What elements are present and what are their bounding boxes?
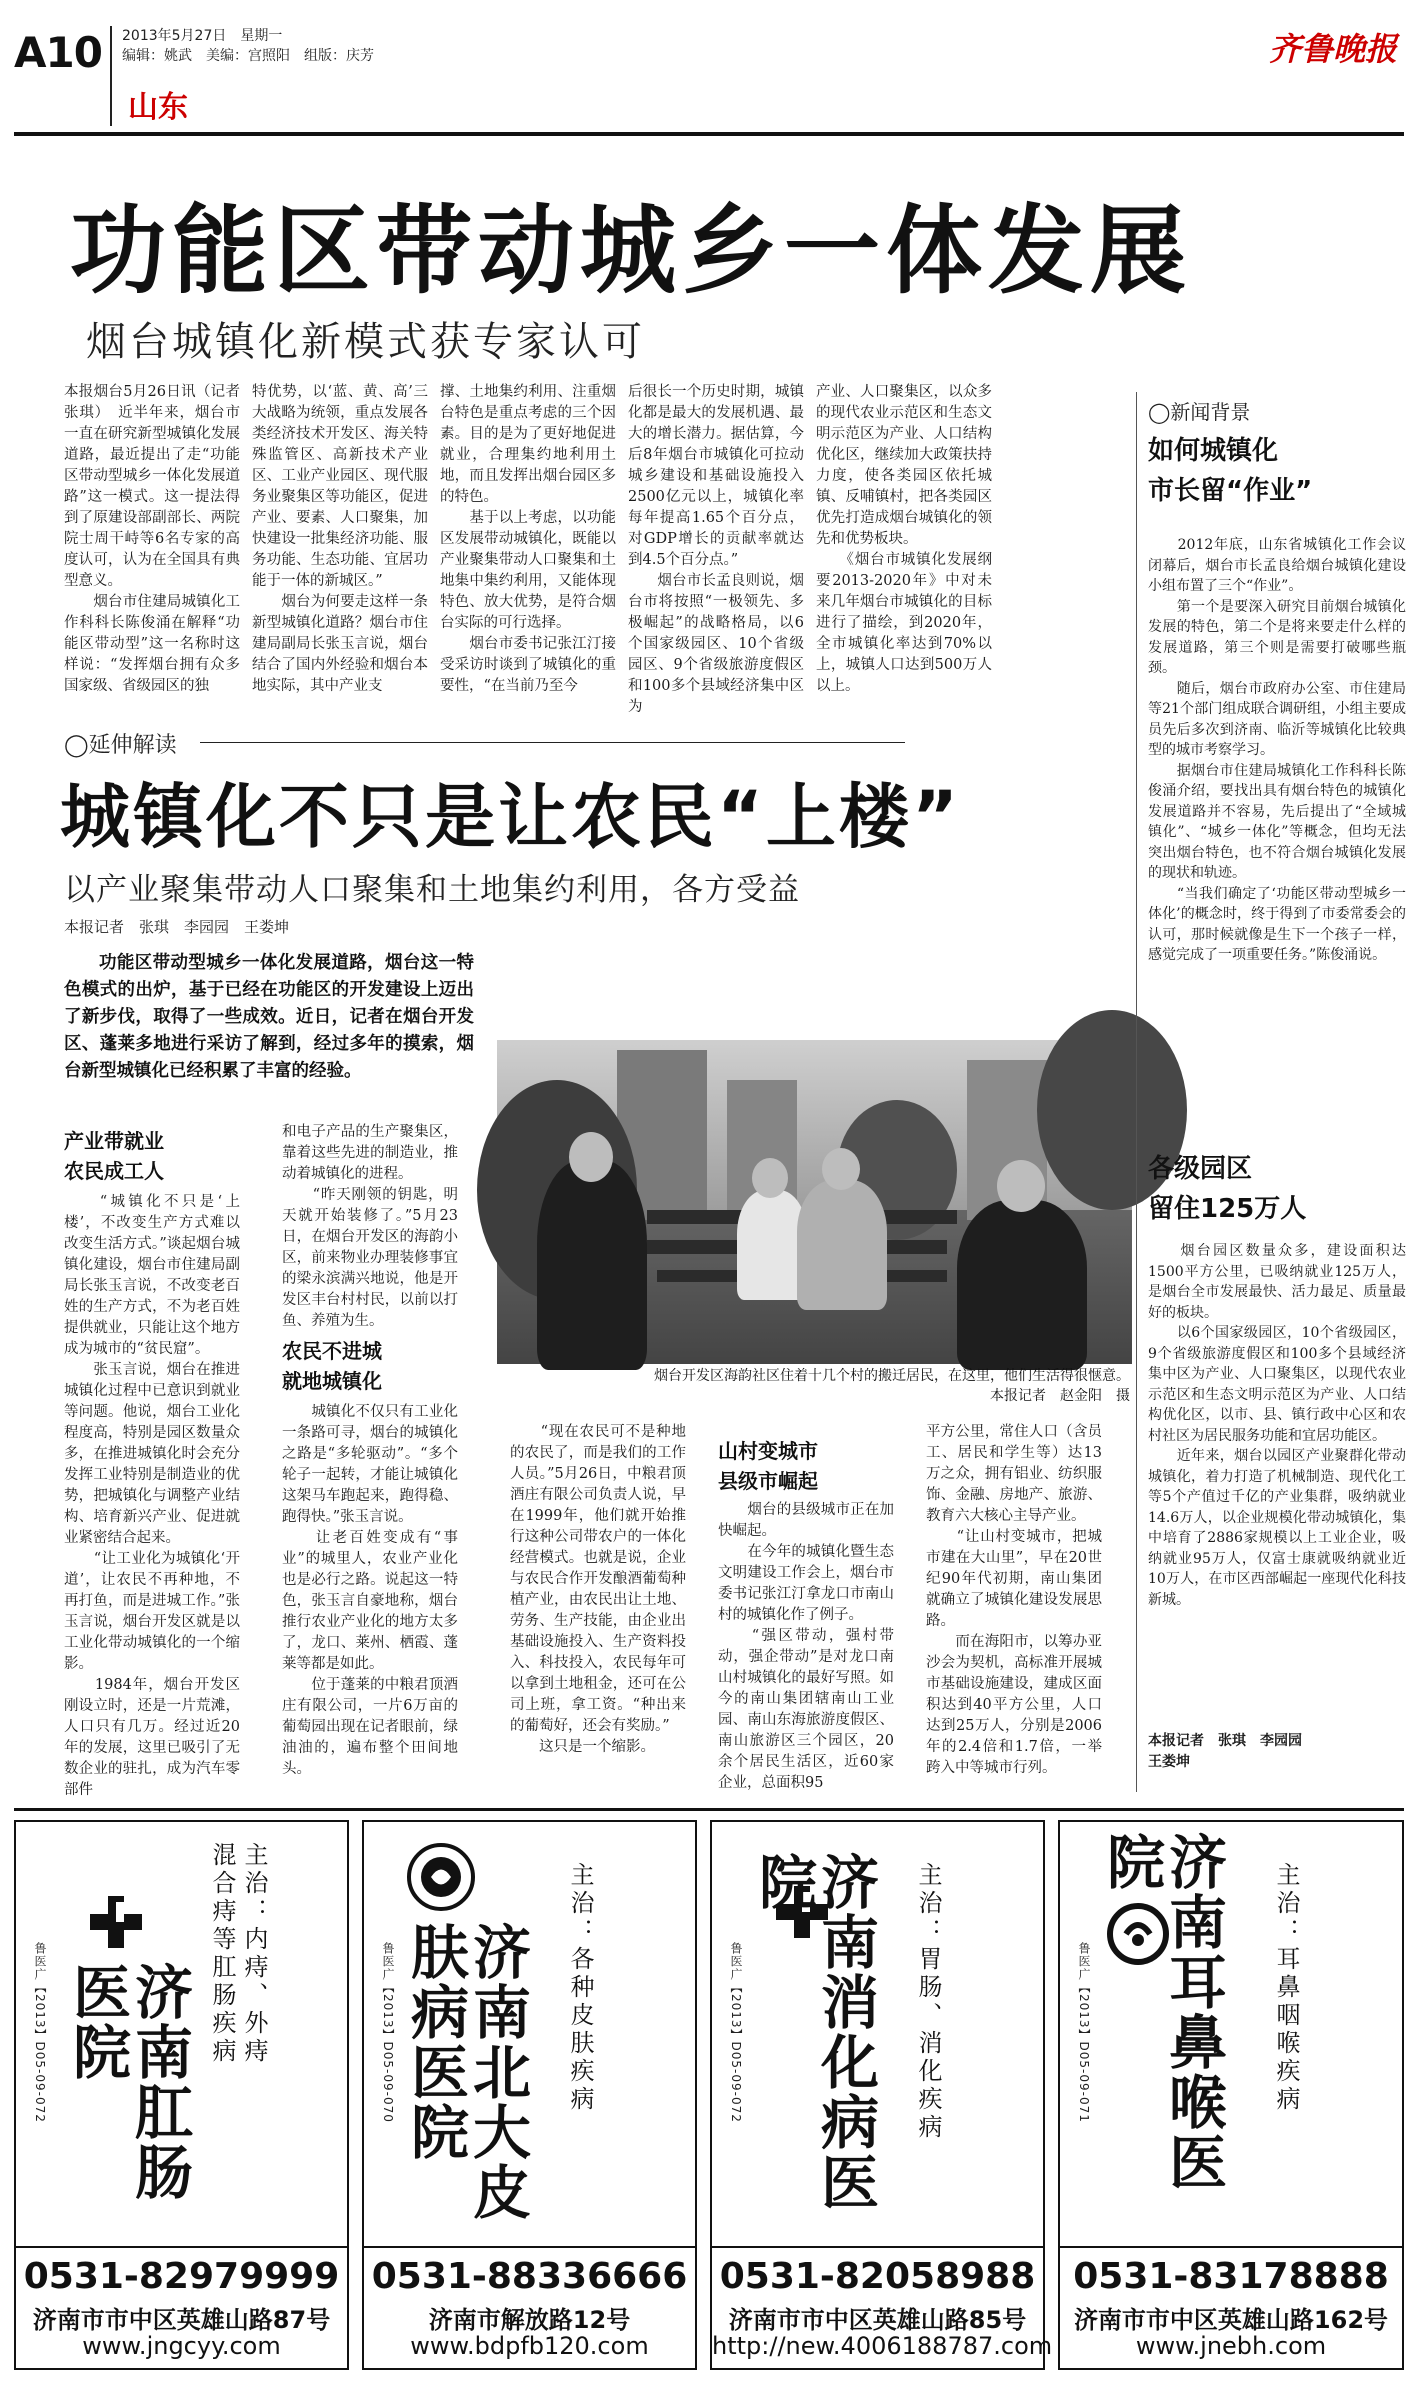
ad-url[interactable]: www.jngcyy.com (82, 2332, 281, 2360)
extension-label: ◯延伸解读 (64, 733, 177, 758)
section3-text: 烟台的县级城市正在加快崛起。 在今年的城镇化暨生态文明建设工作会上，烟台市委书记张江汀拿龙口市南山村的城镇化作了例子。 “强区带动，强村带动，强企带动”是对龙口南山村城镇化的最好写照。如今的南山集团辖南山工业园、南山东海旅游度假区、南山旅游区三个园区，20余个居民生活区，近60家企业，总面积95 (718, 1502, 894, 1791)
photo-person-head (822, 1148, 860, 1190)
main-col-2: 特优势，以‘蓝、黄、高’三大战略为统领，重点发展各类经济技术开发区、海关特殊监管区、高新技术产业区、工业产业园区、现代服务业聚集区等功能区，促进产业、要素、人口聚集，加快建设一批集经济功能、服务功能、生态功能、宜居功能于一体的新城区。” 烟台为何要走这样一条新型城镇化道路？烟台市住建局副局长张玉言说，烟台结合了国内外经验和烟台本地实际，其中产业支 (252, 384, 428, 694)
main-col-3: 撑、土地集约利用、注重烟台特色是重点考虑的三个因素。目的是为了更好地促进就业，合理集约地利用土地，而且发挥出烟台园区多的特色。 基于以上考虑，以功能区发展带动城镇化，既能以产业聚集带动人口聚集和土地集中集约利用，又能体现特色、放大优势，是符合烟台实际的可行选择。 烟台市委书记张江汀接受采访时谈到了城镇化的重要性，“在当前乃至今 (440, 384, 616, 694)
header-divider (110, 26, 112, 126)
sidebar (1148, 396, 1406, 1794)
photo-credit: 本报记者 赵金阳 摄 (990, 1388, 1130, 1404)
photo-person (537, 1160, 647, 1370)
date-line: 2013年5月27日 星期一 (122, 28, 283, 44)
header-info (122, 26, 374, 66)
ads-rule (14, 1808, 1404, 1811)
ad-treatment: 主治：耳鼻咽喉疾病 (1272, 1862, 1300, 2114)
sidebar-byline: 本报记者 张琪 李园园 王娄坤 (1148, 1733, 1302, 1770)
ad-digestive-hospital[interactable] (710, 1820, 1053, 2370)
ad-url[interactable]: www.jnebh.com (1135, 2332, 1327, 2360)
ad-url[interactable]: http://new.4006188787.com (712, 2332, 1053, 2360)
section2-title-1: 农民不进城 (282, 1339, 382, 1363)
newspaper-logo: 齐鲁晚报 (1268, 30, 1397, 68)
extension-subheadline: 以产业聚集带动人口聚集和土地集约利用，各方受益 (64, 872, 800, 908)
extension-lead: 功能区带动型城乡一体化发展道路，烟台这一特色模式的出炉，基于已经在功能区的开发建设上迈出了新步伐，取得了一些成效。近日，记者在烟台开发区、蓬莱多地进行采访了解到，经过多年的摸索，烟台新型城镇化已经积累了丰富的经验。 (64, 953, 474, 1081)
main-subheadline: 烟台城镇化新模式获专家认可 (86, 319, 645, 365)
sidebar-title-2: 市长留“作业” (1148, 476, 1313, 506)
section1-text: “城镇化不只是‘上楼’，不改变生产方式难以改变生活方式。”谈起烟台城镇化建设，烟台市住建局副局长张玉言说，不改变老百姓的生产方式，不为老百姓提供就业，只能让这个地方成为城市的“贫民窟”。 张玉言说，烟台在推进城镇化过程中已意识到就业等问题。他说，烟台工业化程度高，特别是园区数量众多，在推进城镇化时会充分发挥工业特别是制造业的优势，把城镇化与调整产业结构、培育新兴产业、促进就业紧密结合起来。 “让工业化为城镇化‘开道’，让农民不再种地，不再打鱼，而是进城工作。”张玉言说，烟台开发区就是以工业化带动城镇化的一个缩影。 1984年，烟台开发区刚设立时，还是一片荒滩，人口只有几万。经过近20年的发展，这里已吸引了无数企业的驻扎，成为汽车零部件 (64, 1194, 240, 1798)
ad-url[interactable]: www.bdpfb120.com (410, 2332, 649, 2360)
ext-col-5-text: 平方公里，常住人口（含员工、居民和学生等）达13万之众，拥有铝业、纺织服饰、金融、房地产、旅游、教育六大核心主导产业。 “让山村变城市，把城市建在大山里”，早在20世纪90年代初期，南山集团就确立了城镇化建设发展思路。 而在海阳市，以筹办亚沙会为契机，高标准开展城市基础设施建设，建成区面积达到40平方公里，人口达到25万人，分别是2006年的2.4倍和1.7倍，一举跨入中等城市行列。 (926, 1424, 1102, 1776)
ad-address: 济南市市中区英雄山路87号 (32, 2306, 331, 2334)
ad-treatment: 主治：各种皮肤疾病 (566, 1862, 594, 2114)
ad-hospital-name: 济南消化病医院 (749, 1852, 879, 2212)
ad-cert: 鲁医广【2013】D05-09-070 (381, 1942, 395, 2123)
photo-person (797, 1180, 887, 1310)
photo-caption: 烟台开发区海韵社区住着十几个村的搬迁居民，在这里，他们生活得很惬意。 (654, 1368, 1130, 1384)
sidebar-label: ◯新闻背景 (1148, 400, 1251, 424)
ad-anal-hospital[interactable] (14, 1820, 349, 2370)
section2-title-2: 就地城镇化 (282, 1369, 382, 1393)
section3-title-1: 山村变城市 (718, 1439, 818, 1463)
hospital-seal-icon (406, 1842, 476, 1912)
ad-ent-hospital[interactable] (1058, 1820, 1404, 2370)
ad-hospital-name: 济南北大皮肤病医院 (401, 1922, 531, 2222)
section2-header (282, 1336, 458, 1396)
ad-address: 济南市市中区英雄山路162号 (1073, 2306, 1389, 2334)
ad-skin-hospital[interactable] (362, 1820, 697, 2370)
ad-divider (364, 2246, 695, 2248)
ext-col-2-text: 和电子产品的生产聚集区，靠着这些先进的制造业，推动着城镇化的进程。 “昨天刚领的钥匙，明天就开始装修了。”5月23日，在烟台开发区的海韵小区，前来物业办理装修事宜的梁永滨满兴地说，他是开发区丰台村村民，以前以打鱼、养殖为生。 (282, 1124, 458, 1329)
ad-cert: 鲁医广【2013】D05-09-071 (1077, 1942, 1091, 2123)
sidebar-title-4: 留住125万人 (1148, 1194, 1307, 1224)
extension-rule (200, 742, 905, 743)
ad-phone[interactable]: 0531-82979999 (23, 2256, 340, 2297)
page-number: A10 (14, 28, 102, 77)
header-rule (14, 132, 1404, 136)
ad-phone[interactable]: 0531-82058988 (719, 2256, 1036, 2297)
section1-title-2: 农民成工人 (64, 1159, 164, 1183)
ad-hospital-name: 济南耳鼻喉医院 (1097, 1832, 1227, 2192)
extension-byline: 本报记者 张琪 李园园 王娄坤 (64, 918, 290, 936)
ad-hospital-name: 济南肛肠医院 (63, 1962, 193, 2202)
photo-person-head (752, 1158, 788, 1198)
ad-cert: 鲁医广【2013】D05-09-072 (729, 1942, 743, 2123)
photo-person-head (997, 1160, 1045, 1212)
sidebar-text-1: 2012年底，山东省城镇化工作会议闭幕后，烟台市长孟良给烟台城镇化建设小组布置了三个“作业”。 第一个是要深入研究目前烟台城镇化发展的特色，第二个是将来要走什么样的发展道路，第三个则是需要打破哪些瓶颈。 随后，烟台市政府办公室、市住建局等21个部门组成联合调研组，小组主要成员先后多次到济南、临沂等城镇化比较典型的城市考察学习。 据烟台市住建局城镇化工作科科长陈俊涌介绍，要找出具有烟台特色的城镇化发展道路并不容易，先后提出了“全域城镇化”、“城乡一体化”等概念，但均无法突出烟台特色，也不符合烟台城镇化发展的现状和轨迹。 “当我们确定了‘功能区带动型城乡一体化’的概念时，终于得到了市委常委会的认可，那时候就像是生下一个孩子一样，感觉完成了一项重要任务。”陈俊涌说。 (1148, 537, 1406, 963)
section3-title-2: 县级市崛起 (718, 1469, 818, 1493)
main-headline: 功能区带动城乡一体发展 (70, 195, 1192, 307)
section2-text: 城镇化不仅只有工业化一条路可寻，烟台的城镇化之路是“多轮驱动”。“多个轮子一起转，才能让城镇化这架马车跑起来，跑得稳、跑得快。”张玉言说。 让老百姓变成有“事业”的城里人，农业产业化也是必行之路。说起这一特色，张玉言自豪地称，烟台推行农业产业化的地方太多了，龙口、莱州、栖霞、蓬莱等都是如此。 位于蓬莱的中粮君顶酒庄有限公司，一片6万亩的葡萄园出现在记者眼前，绿油油的，遍布整个田间地头。 (282, 1404, 458, 1777)
photo-person-head (569, 1132, 613, 1182)
section1-title-1: 产业带就业 (64, 1129, 164, 1153)
sidebar-label-text: 新闻背景 (1170, 400, 1251, 424)
ext-col-3-text: “现在农民可不是种地的农民了，而是我们的工作人员。”5月26日，中粮君顶酒庄有限公司负责人说，早在1999年，他们就开始推行这种公司带农户的一体化经营模式。也就是说，企业与农民合作开发酿酒葡萄种植产业，由农民出让土地、劳务、生产技能，由企业出基础设施投入、生产资料投入、科技投入，农民每年可以拿到土地租金，还可在公司上班，拿工资。“种出来的葡萄好，还会有奖励。” 这只是一个缩影。 (510, 1424, 686, 1755)
ad-treatment: 主治：内痔、外痔 混合痔等肛肠疾病 (208, 1842, 268, 2066)
section1-header (64, 1126, 240, 1186)
ad-cert: 鲁医广【2013】D05-09-072 (33, 1942, 47, 2123)
sidebar-title-3: 各级园区 (1148, 1154, 1253, 1184)
ad-treatment: 主治：胃肠、消化疾病 (914, 1862, 942, 2142)
editors-line: 编辑：姚武 美编：宫照阳 组版：庆芳 (122, 48, 374, 64)
photo-person (957, 1200, 1087, 1370)
main-col-5: 产业、人口聚集区，以众多的现代农业示范区和生态文明示范区为产业、人口结构优化区，继续加大政策扶持力度，使各类园区依托城镇、反哺镇村，把各类园区优先打造成烟台城镇化的领先和优势板块。 《烟台市城镇化发展纲要2013-2020年》中对未来几年烟台市城镇化的目标进行了描绘，到2020年，全市城镇化率达到70%以上，城镇人口达到500万人以上。 (816, 384, 992, 694)
ad-phone[interactable]: 0531-83178888 (1073, 2256, 1389, 2297)
sidebar-divider (1136, 392, 1137, 1792)
news-photo (497, 1040, 1132, 1364)
ad-divider (16, 2246, 347, 2248)
extension-label-text: 延伸解读 (88, 733, 177, 758)
ad-divider (712, 2246, 1043, 2248)
main-col-4: 后很长一个历史时期，城镇化都是最大的发展机遇、最大的增长潜力。据估算，今后8年烟台市城镇化可拉动城乡建设和基础设施投入2500亿元以上，城镇化率每年提高1.65个百分点，对GDP增长的贡献率就达到4.5个百分点。” 烟台市长孟良则说，烟台市将按照“一极领先、多极崛起”的战略格局，以6个国家级园区、10个省级园区、9个省级旅游度假区和100多个县域经济集中区为 (628, 384, 804, 715)
section3-header (718, 1436, 894, 1496)
sidebar-title-1: 如何城镇化 (1148, 436, 1279, 466)
ad-divider (1060, 2246, 1402, 2248)
photo-caption-block (540, 1366, 1130, 1406)
ad-address: 济南市市中区英雄山路85号 (728, 2306, 1027, 2334)
extension-headline: 城镇化不只是让农民“上楼” (60, 776, 962, 858)
main-col-1: 本报烟台5月26日讯（记者 张琪） 近半年来，烟台市一直在研究新型城镇化发展道路，最近提出了走“功能区带动型城乡一体化发展道路”这一模式。这一提法得到了原建设部副部长、两院院士周干峙等6名专家的高度认可，认为在全国具有典型意义。 烟台市住建局城镇化工作科科长陈俊涌在解释“功能区带动型”这一名称时这样说：“发挥烟台拥有众多国家级、省级园区的独 (64, 384, 240, 694)
sidebar-text-2: 烟台园区数量众多，建设面积达1500平方公里，已吸纳就业125万人，是烟台全市发展最快、活力最足、质量最好的板块。 以6个国家级园区，10个省级园区，9个省级旅游度假区和100多个县域经济集中区为产业、人口聚集区，以现代农业示范区和生态文明示范区为产业、人口结构优化区，以市、县、镇行政中心区和农村社区为居民服务功能和宜居功能区。 近年来，烟台以园区产业聚群化带动城镇化，着力打造了机械制造、现代化工等5个产值过千亿的产业集群，吸纳就业14.6万人，以企业规模化带动城镇化，集中培育了2886家规模以上工业企业，吸纳就业95万人，仅富士康就吸纳就业近10万人，在市区西部崛起一座现代化科技新城。 (1148, 1243, 1406, 1608)
medical-cross-icon (86, 1892, 146, 1952)
section-name: 山东 (128, 90, 188, 125)
ad-phone[interactable]: 0531-88336666 (371, 2256, 688, 2297)
ad-address: 济南市解放路12号 (428, 2306, 631, 2334)
